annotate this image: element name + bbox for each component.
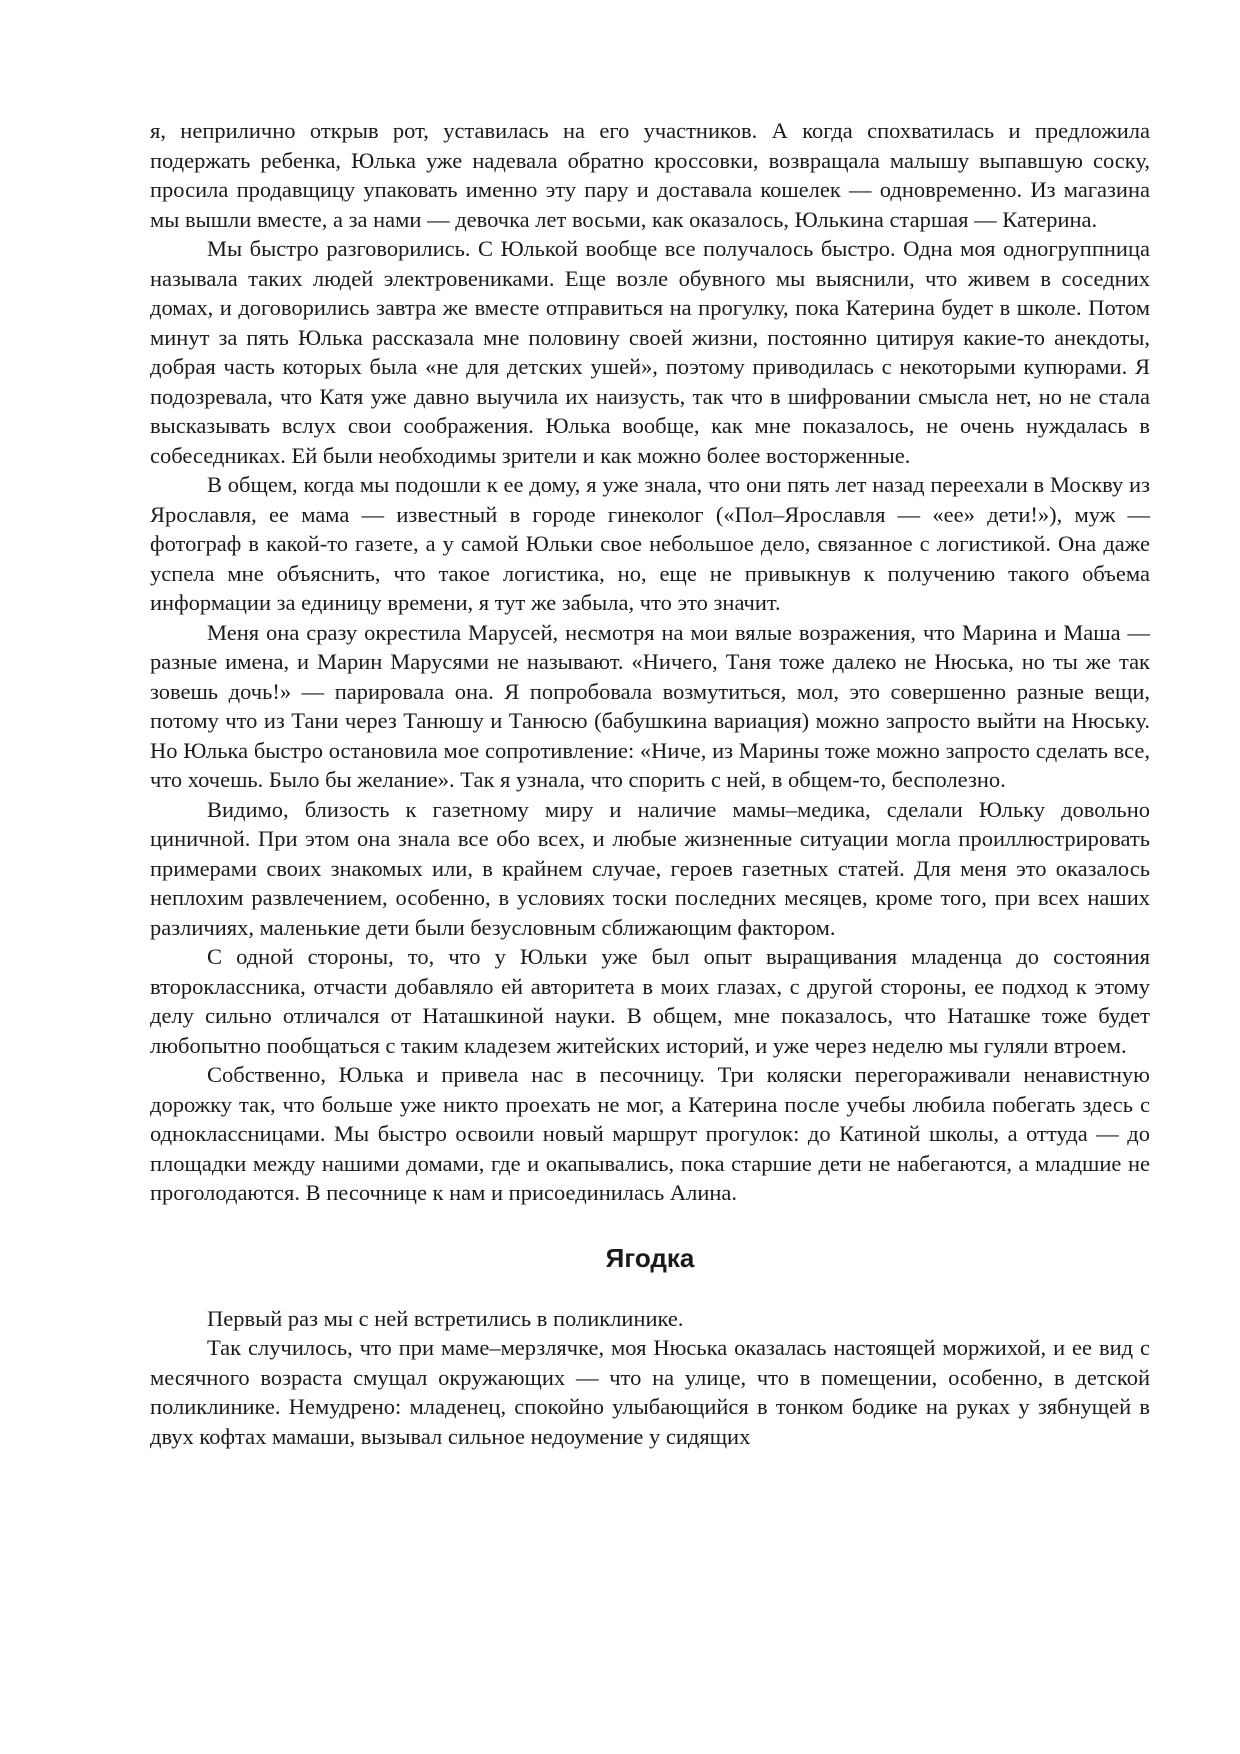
paragraph: Мы быстро разговорились. С Юлькой вообще все получалось быстро. Одна моя одногруппница называла таких людей электровениками. Еще возле обувного мы выяснили, что живем в соседних домах, и договорились завтра же вместе отправиться на прогулку, пока Катерина будет в школе. Потом минут за пять Юлька рассказала мне половину своей жизни, постоянно цитируя какие-то анекдоты, добрая часть которых была «не для детских ушей», поэтому приводилась с некоторыми купюрами. Я подозревала, что Катя уже давно выучила их наизусть, так что в шифровании смысла нет, но не стала высказывать вслух свои соображения. Юлька вообще, как мне показалось, не очень нуждалась в собеседниках. Ей были необходимы зрители и как можно более восторженные. xyxy=(150,236,1150,468)
chapter-heading: Ягодка xyxy=(605,1242,695,1273)
paragraph: Видимо, близость к газетному миру и наличие мамы–медика, сделали Юльку довольно циничной. При этом она знала все обо всех, и любые жизненные ситуации могла проиллюстрировать примерами своих знакомых или, в крайнем случае, героев газетных статей. Для меня это оказалось неплохим развлечением, особенно, в условиях тоски последних месяцев, кроме того, при всех наших различиях, маленькие дети были безусловным сближающим фактором. xyxy=(150,796,1150,940)
paragraph: Первый раз мы с ней встретились в поликлинике. xyxy=(207,1305,684,1331)
paragraph: Так случилось, что при маме–мерзлячке, моя Нюська оказалась настоящей моржихой, и ее вид с месячного возраста смущал окружающих — что на улице, что в помещении, особенно, в детской поликлинике. Немудрено: младенец, спокойно улыбающийся в тонком бодике на руках у зябнущей в двух кофтах мамаши, вызывал сильное недоумение у сидящих xyxy=(150,1335,1150,1449)
paragraph: В общем, когда мы подошли к ее дому, я уже знала, что они пять лет назад переехали в Москву из Ярославля, ее мама — известный в городе гинеколог («Пол–Ярославля — «ее» дети!»), муж — фотограф в какой-то газете, а у самой Юльки свое небольшое дело, связанное с логистикой. Она даже успела мне объяснить, что такое логистика, но, еще не привыкнув к получению такого объема информации за единицу времени, я тут же забыла, что это значит. xyxy=(150,472,1150,615)
paragraph: я, неприлично открыв рот, уставилась на его участников. А когда спохватилась и предложила подержать ребенка, Юлька уже надевала обратно кроссовки, возвращала малышу выпавшую соску, просила продавщицу упаковать именно эту пару и доставала кошелек — одновременно. Из магазина мы вышли вместе, а за нами — девочка лет восьми, как оказалось, Юлькина старшая — Катерина. xyxy=(150,118,1150,232)
document-page xyxy=(150,116,1150,1451)
paragraph: Меня она сразу окрестила Марусей, несмотря на мои вялые возражения, что Марина и Маша — разные имена, и Марин Марусями не называют. «Ничего, Таня тоже далеко не Нюська, но ты же так зовешь дочь!» — парировала она. Я попробовала возмутиться, мол, это совершенно разные вещи, потому что из Тани через Танюшу и Танюсю (бабушкина вариация) можно запросто выйти на Нюську. Но Юлька быстро остановила мое сопротивление: «Ниче, из Марины тоже можно запросто сделать все, что хочешь. Было бы желание». Так я узнала, что спорить с ней, в общем-то, бесполезно. xyxy=(150,619,1150,792)
paragraph: Собственно, Юлька и привела нас в песочницу. Три коляски перегораживали ненавистную дорожку так, что больше уже никто проехать не мог, а Катерина после учебы любила побегать здесь с одноклассницами. Мы быстро освоили новый маршрут прогулок: до Катиной школы, а оттуда — до площадки между нашими домами, где и окапывались, пока старшие дети не набегаются, а младшие не проголодаются. В песочнице к нам и присоединилась Алина. xyxy=(150,1062,1150,1205)
paragraph: С одной стороны, то, что у Юльки уже был опыт выращивания младенца до состояния второклассника, отчасти добавляло ей авторитета в моих глазах, с другой стороны, ее подход к этому делу сильно отличался от Наташкиной науки. В общем, мне показалось, что Наташке тоже будет любопытно пообщаться с таким кладезем житейских историй, и уже через неделю мы гуляли втроем. xyxy=(150,944,1150,1058)
